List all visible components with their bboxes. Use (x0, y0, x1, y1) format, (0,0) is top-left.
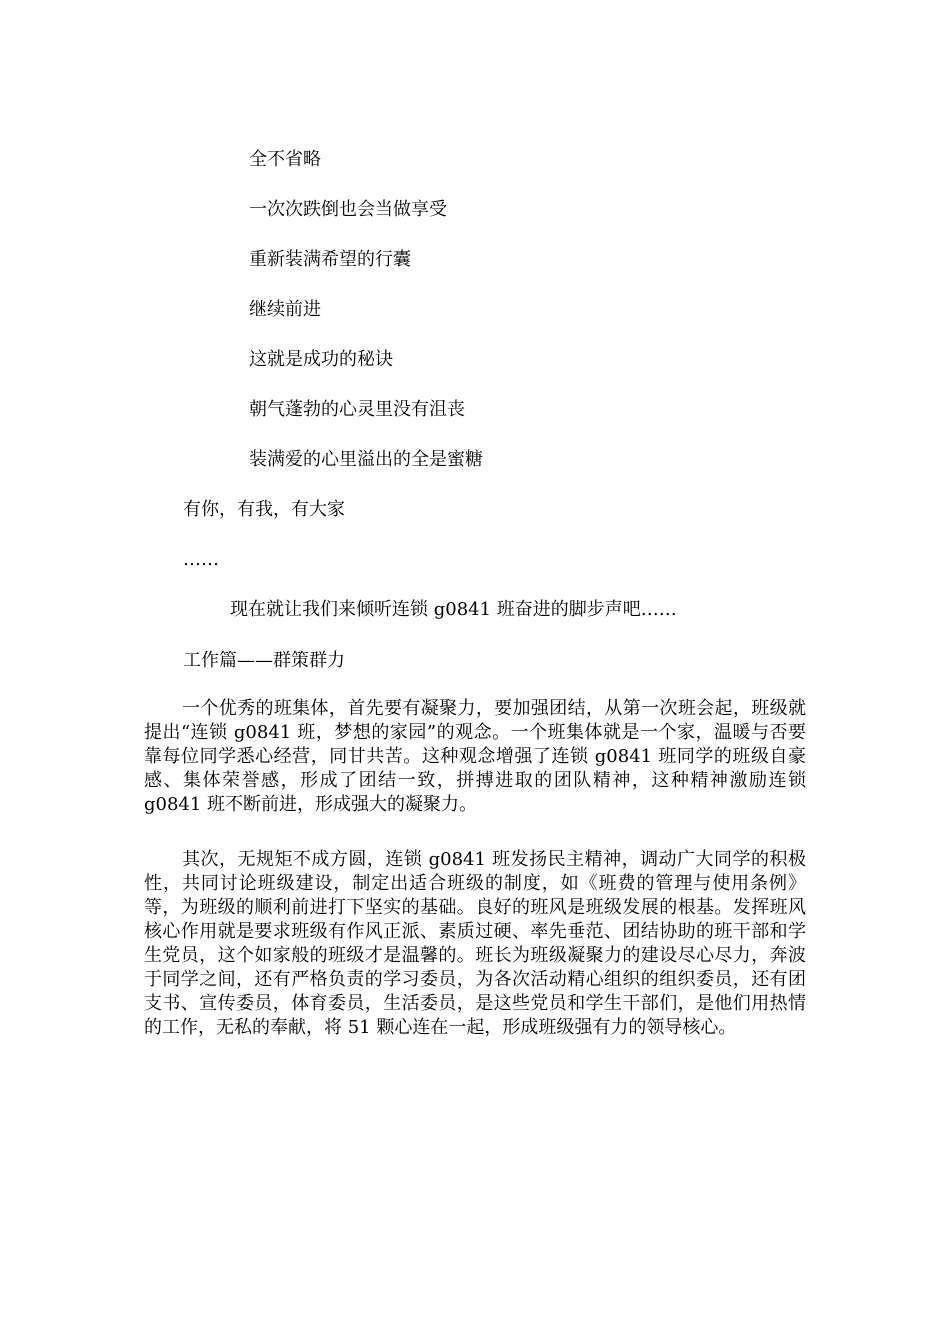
refrain-line: 有你，有我，有大家 (183, 499, 345, 520)
section-title: 工作篇——群策群力 (183, 650, 345, 671)
poem-line-1: 全不省略 (249, 149, 321, 170)
poem-line-4: 继续前进 (249, 299, 321, 320)
intro-line: 现在就让我们来倾听连锁 g0841 班奋进的脚步声吧…… (230, 599, 677, 620)
poem-line-7: 装满爱的心里溢出的全是蜜糖 (249, 449, 483, 470)
paragraph-1: 一个优秀的班集体，首先要有凝聚力，要加强团结，从第一次班会起，班级就提出“连锁 g0841 班，梦想的家园”的观念。一个班集体就是一个家，温暖与否要靠每位同学悉心经营，同甘共苦。这种观念增强了连锁 g0841 班同学的班级自豪感、集体荣誉感，形成了团结一致，拼搏进取的团队精神，这种精神激励连锁 g0841 班不断前进，形成强大的凝聚力。 (144, 698, 806, 815)
poem-line-5: 这就是成功的秘诀 (249, 349, 393, 370)
ellipsis-line: …… (183, 549, 219, 570)
poem-line-6: 朝气蓬勃的心灵里没有沮丧 (249, 399, 465, 420)
poem-line-2: 一次次跌倒也会当做享受 (249, 199, 447, 220)
paragraph-2: 其次，无规矩不成方圆，连锁 g0841 班发扬民主精神，调动广大同学的积极性，共同讨论班级建设，制定出适合班级的制度，如《班费的管理与使用条例》等，为班级的顺利前进打下坚实的基础。良好的班风是班级发展的根基。发挥班风核心作用就是要求班级有作风正派、素质过硬、率先垂范、团结协助的班干部和学生党员，这个如家般的班级才是温馨的。班长为班级凝聚力的建设尽心尽力，奔波于同学之间，还有严格负责的学习委员，为各次活动精心组织的组织委员，还有团支书、宣传委员，体育委员，生活委员，是这些党员和学生干部们，是他们用热情的工作，无私的奉献，将 51 颗心连在一起，形成班级强有力的领导核心。 (144, 849, 806, 1038)
poem-line-3: 重新装满希望的行囊 (249, 249, 411, 270)
